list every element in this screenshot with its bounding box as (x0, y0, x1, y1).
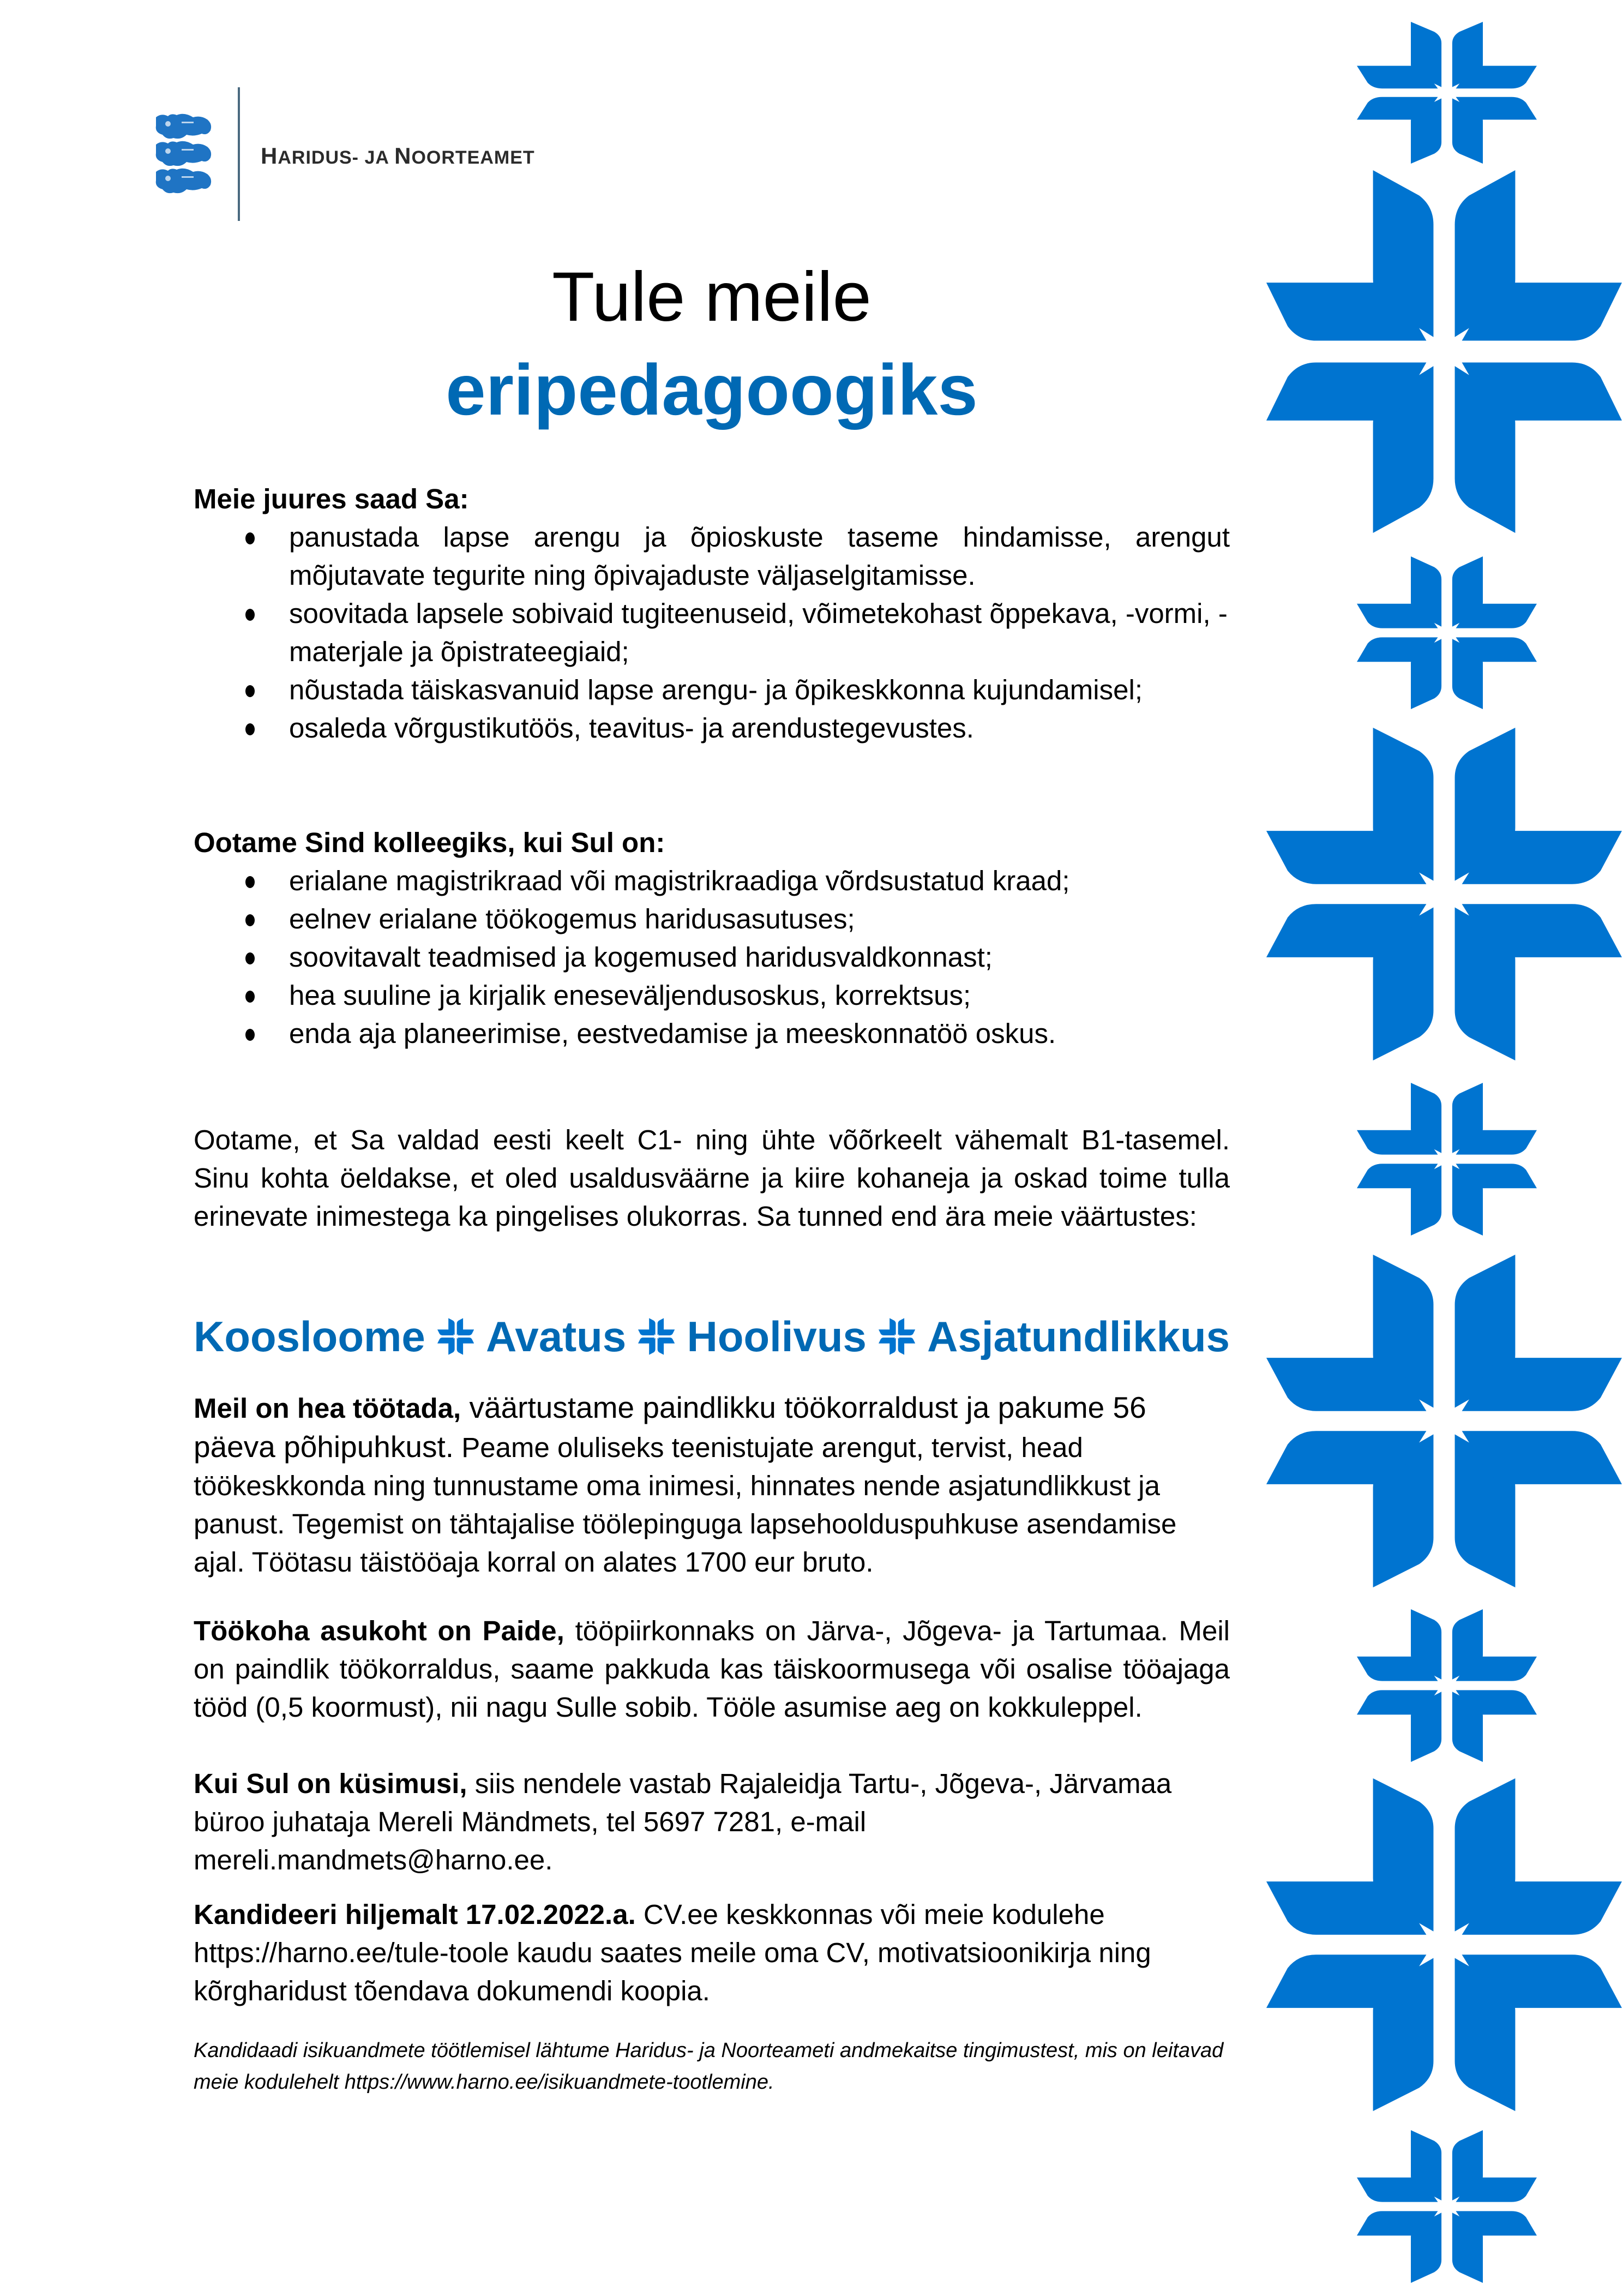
star-icon (879, 1311, 915, 1362)
list-item-text: nõustada täiskasvanuid lapse arengu- ja õpikeskkonna kujundamisel; (289, 674, 1143, 705)
star-icon (1357, 2130, 1537, 2283)
star-icon (638, 1311, 675, 1362)
values-row (194, 1304, 1230, 1369)
page-title-line1: Tule meile (552, 258, 871, 336)
list-item-text: erialane magistrikraad või magistrikraadiga võrdsustatud kraad; (289, 865, 1070, 896)
list-item-text: osaleda võrgustikutöös, teavitus- ja arendustegevustes. (289, 712, 974, 744)
page-title-line2: eripedagoogiks (446, 350, 978, 430)
benefits-lead: Meil on hea töötada, (194, 1393, 461, 1424)
expectations-paragraph: Ootame, et Sa valdad eesti keelt C1- ning ühte võõrkeelt vähemalt B1-tasemel. Sinu kohta öeldakse, et oled usaldusväärne ja kiire kohaneja ja oskad toime tulla erinevate inimestega ka pingelises olukorras. Sa tunned end ära meie väärtustes: (194, 1124, 1230, 1232)
logo-divider (238, 87, 240, 221)
list-item (194, 671, 1230, 709)
list-item (194, 518, 1230, 595)
coat-of-arms-icon (152, 112, 220, 199)
logo-letter: H (261, 143, 278, 169)
list-item-text: enda aja planeerimise, eestvedamise ja meeskonnatöö oskus. (289, 1018, 1056, 1049)
star-icon (1357, 1083, 1537, 1236)
offer-list (194, 518, 1230, 747)
bullet-icon (245, 1029, 255, 1041)
list-item (194, 595, 1230, 671)
logo-text-part: ARIDUS- JA (278, 147, 395, 168)
star-icon (1357, 556, 1537, 709)
bullet-icon (245, 723, 255, 735)
privacy-note: Kandidaadi isikuandmete töötlemisel lähtume Haridus- ja Noorteameti andmekaitse tingimustest, mis on leitavad meie kodulehelt https://www.harno.ee/isikuandmete-tootlemine. (194, 2039, 1224, 2094)
apply-text: CV.ee keskkonnas või meie kodulehe https://harno.ee/tule-toole kaudu saates meile oma CV, motivatsioonikirja ning kõrgharidust tõendava dokumendi koopia. (194, 1899, 1151, 2006)
location-paragraph (194, 1612, 1230, 1727)
value-label: Koosloome (194, 1312, 425, 1360)
apply-paragraph (194, 1896, 1230, 2010)
requirements-list (194, 862, 1230, 1053)
list-item (194, 900, 1230, 938)
list-item-text: eelnev erialane töökogemus haridusasutuses; (289, 903, 855, 934)
section-requirements (194, 824, 1230, 1053)
list-item (194, 709, 1230, 747)
star-icon (1266, 170, 1622, 533)
benefits-text: Peame oluliseks teenistujate arengut, tervist, head töökeskkonda ning tunnustame oma inimesi, hinnates nende asjatundlikkust ja panust. Tegemist on tähtajalise töölepinguga lapsehoolduspuhkuse asendamise ajal. Töötasu täistööaja korral on alates 1700 eur bruto. (194, 1432, 1177, 1578)
bullet-icon (245, 609, 255, 621)
location-text: tööpiirkonnaks on Järva-, Jõgeva- ja Tartumaa. Meil on paindlik töökorraldus, saame pakkuda kas täiskoormusega või osalise tööajaga tööd (0,5 koormust), nii nagu Sulle sobib. Tööle asumise aeg on kokkuleppel. (194, 1615, 1230, 1723)
contact-paragraph (194, 1765, 1230, 1879)
list-item-text: panustada lapse arengu ja õpioskuste taseme hindamisse, arengut mõjutavate tegurite ning õpivajaduste väljaselgitamisse. (289, 521, 1230, 591)
bullet-icon (245, 914, 255, 926)
value-label: Hoolivus (687, 1312, 867, 1360)
contact-lead: Kui Sul on küsimusi, (194, 1768, 467, 1799)
star-icon (1266, 1255, 1622, 1587)
list-item (194, 976, 1230, 1015)
bullet-icon (245, 685, 255, 697)
section-offer (194, 480, 1230, 747)
list-item (194, 1015, 1230, 1053)
star-icon (1357, 22, 1537, 164)
bullet-icon (245, 991, 255, 1003)
list-item (194, 862, 1230, 900)
bullet-icon (245, 876, 255, 888)
value-label: Avatus (486, 1312, 627, 1360)
bullet-icon (245, 952, 255, 964)
section-heading: Ootame Sind kolleegiks, kui Sul on: (194, 827, 665, 858)
apply-lead: Kandideeri hiljemalt 17.02.2022.a. (194, 1899, 636, 1930)
logo-text-part: OORTEAMET (411, 147, 535, 168)
star-icon (1266, 728, 1622, 1060)
star-icon (437, 1311, 474, 1362)
location-lead: Töökoha asukoht on Paide, (194, 1615, 564, 1646)
list-item-text: soovitavalt teadmised ja kogemused haridusvaldkonnast; (289, 942, 993, 973)
value-label: Asjatundlikkus (927, 1312, 1230, 1360)
star-icon (1357, 1609, 1537, 1762)
organization-name (261, 143, 535, 169)
list-item-text: soovitada lapsele sobivaid tugiteenuseid, võimetekohast õppekava, -vormi, -materjale ja õpistrateegiaid; (289, 598, 1228, 667)
list-item-text: hea suuline ja kirjalik eneseväljendusoskus, korrektsus; (289, 980, 971, 1011)
benefits-paragraph (194, 1388, 1230, 1581)
list-item (194, 938, 1230, 976)
benefits-highlight: väärtustame paindlikku töökorraldust ja pakume 56 päeva põhipuhkust. (194, 1390, 1146, 1464)
section-heading: Meie juures saad Sa: (194, 483, 469, 514)
logo-letter: N (394, 143, 412, 169)
star-icon (1266, 1778, 1622, 2111)
contact-text: siis nendele vastab Rajaleidja Tartu-, Jõgeva-, Järvamaa büroo juhataja Mereli Mändmets, tel 5697 7281, e-mail mereli.mandmets@harno.ee. (194, 1768, 1172, 1875)
bullet-icon (245, 532, 255, 544)
